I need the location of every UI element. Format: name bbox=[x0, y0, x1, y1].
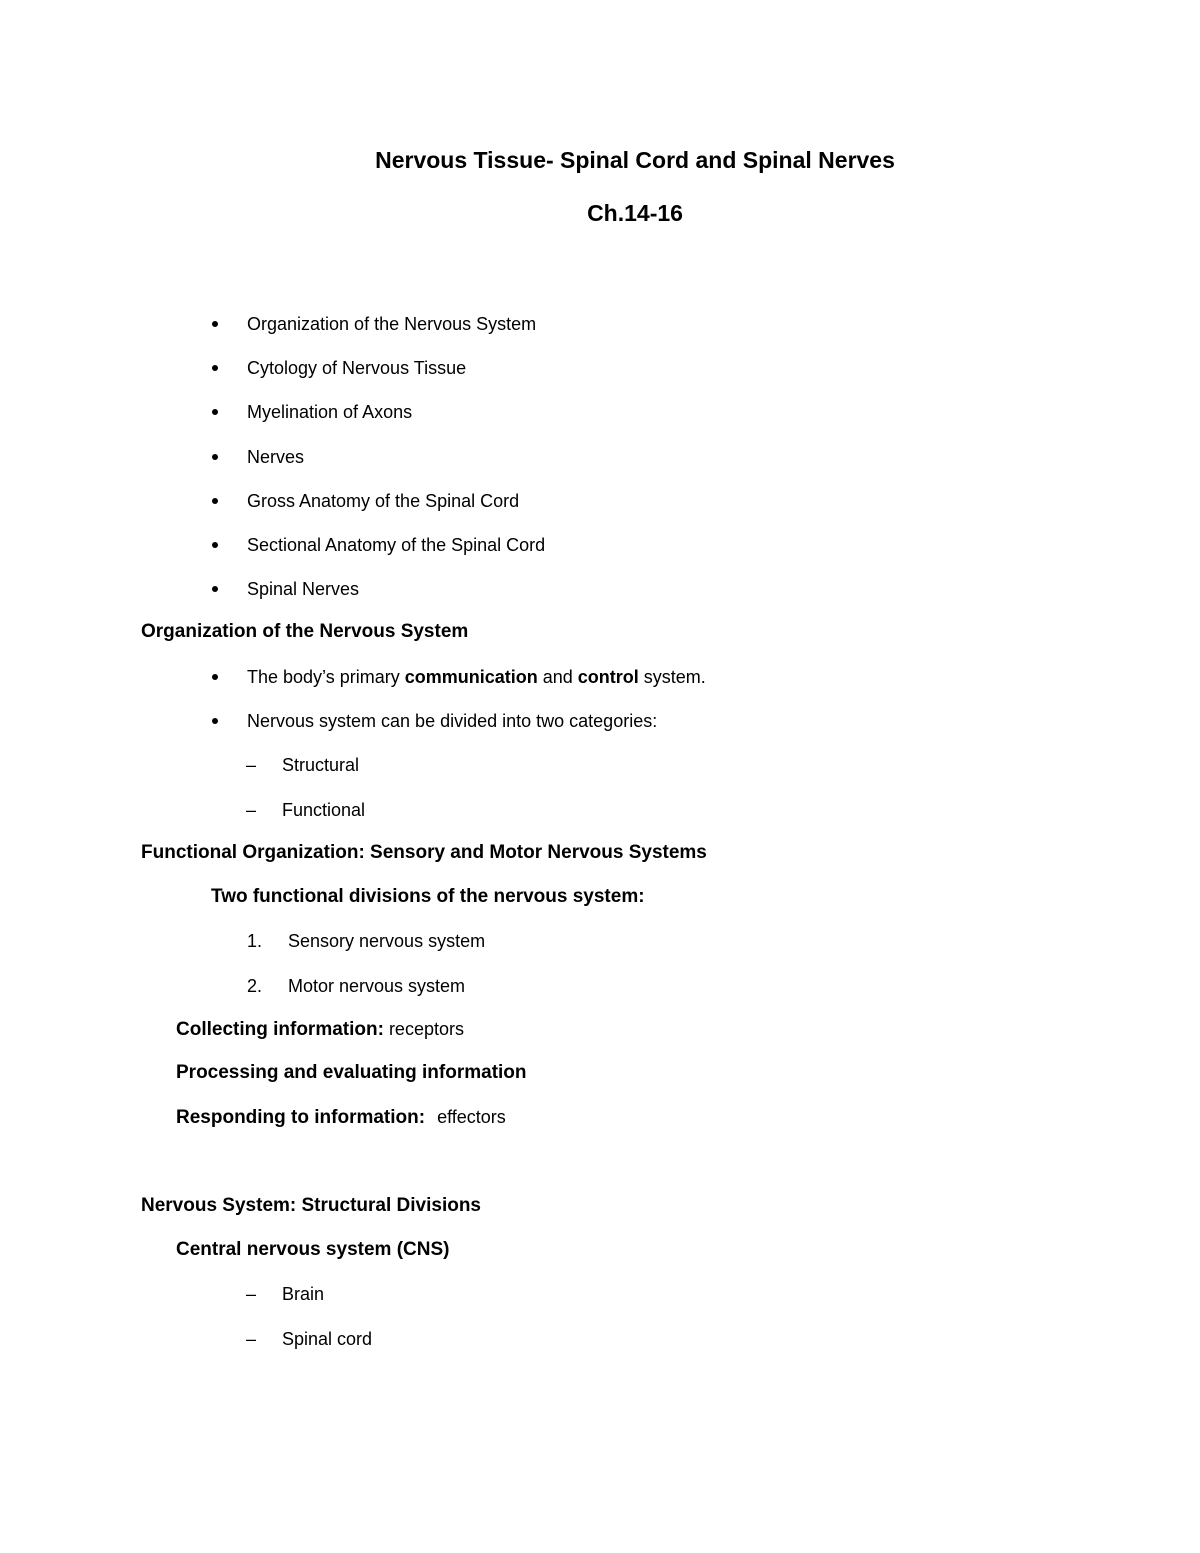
section-heading: Functional Organization: Sensory and Motor Nervous Systems bbox=[141, 842, 707, 863]
bullet-icon bbox=[212, 542, 218, 548]
bullet-icon bbox=[212, 586, 218, 592]
bullet-icon bbox=[212, 674, 218, 680]
outline-item-text: Sectional Anatomy of the Spinal Cord bbox=[247, 535, 546, 555]
numbered-item-text: Sensory nervous system bbox=[288, 931, 486, 951]
primary-system-text bbox=[247, 666, 706, 688]
bullet-icon bbox=[212, 454, 218, 460]
outline-item-text: Nerves bbox=[247, 447, 305, 467]
bold-term: communication bbox=[404, 667, 538, 687]
numbered-item-text: Motor nervous system bbox=[288, 976, 466, 996]
number-marker: 1. bbox=[247, 931, 263, 951]
dash-marker: – bbox=[246, 800, 257, 820]
section-subheading: Two functional divisions of the nervous system: bbox=[211, 886, 645, 907]
sub-item-text: Functional bbox=[282, 800, 366, 820]
bullet-icon bbox=[212, 718, 218, 724]
section-subheading: Central nervous system (CNS) bbox=[176, 1239, 450, 1260]
outline-item-text: Cytology of Nervous Tissue bbox=[247, 358, 467, 378]
categories-text: Nervous system can be divided into two categories: bbox=[247, 711, 658, 731]
section-heading: Organization of the Nervous System bbox=[141, 621, 469, 642]
responding-value: effectors bbox=[437, 1107, 506, 1127]
text-run: and bbox=[537, 667, 578, 687]
responding-line bbox=[176, 1106, 506, 1129]
sub-item-text: Spinal cord bbox=[282, 1329, 373, 1349]
number-marker: 2. bbox=[247, 976, 263, 996]
responding-label: Responding to information: bbox=[176, 1107, 426, 1128]
bullet-icon bbox=[212, 409, 218, 415]
processing-label: Processing and evaluating information bbox=[176, 1062, 527, 1083]
dash-marker: – bbox=[246, 755, 257, 775]
collecting-value: receptors bbox=[383, 1019, 464, 1039]
section-heading: Nervous System: Structural Divisions bbox=[141, 1195, 481, 1216]
dash-marker: – bbox=[246, 1284, 257, 1304]
document-title: Nervous Tissue- Spinal Cord and Spinal Nerves bbox=[375, 147, 895, 173]
sub-item-text: Structural bbox=[282, 755, 360, 775]
document-subtitle: Ch.14-16 bbox=[587, 200, 683, 226]
outline-item-text: Organization of the Nervous System bbox=[247, 314, 537, 334]
outline-item-text: Myelination of Axons bbox=[247, 402, 413, 422]
collecting-label: Collecting information: bbox=[176, 1019, 384, 1040]
sub-item-text: Brain bbox=[282, 1284, 325, 1304]
text-run: system. bbox=[638, 667, 706, 687]
text-run: The body’s primary bbox=[247, 667, 405, 687]
dash-marker: – bbox=[246, 1329, 257, 1349]
bullet-icon bbox=[212, 365, 218, 371]
bold-term: control bbox=[577, 667, 639, 687]
collecting-line bbox=[176, 1018, 464, 1041]
outline-item-text: Spinal Nerves bbox=[247, 579, 360, 599]
outline-item-text: Gross Anatomy of the Spinal Cord bbox=[247, 491, 520, 511]
bullet-icon bbox=[212, 321, 218, 327]
bullet-icon bbox=[212, 498, 218, 504]
